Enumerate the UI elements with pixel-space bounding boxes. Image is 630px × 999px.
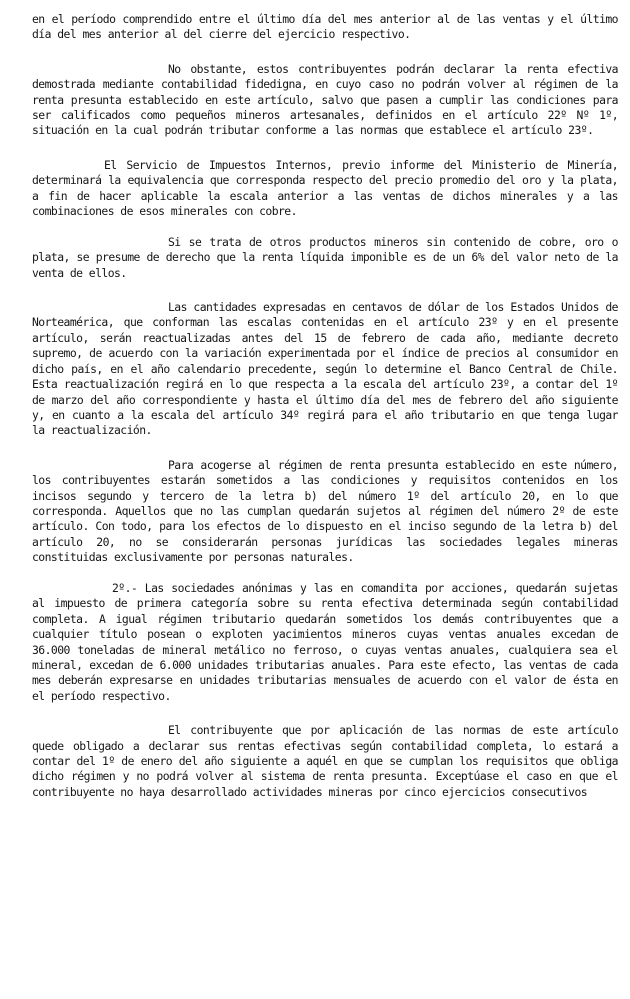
paragraph-period-continuation: en el período comprendido entre el último día del mes anterior al de las ventas y el último día del mes anterior al del cierre del ejercicio respectivo. xyxy=(32,12,618,42)
paragraph-cantidades-expresadas: Las cantidades expresadas en centavos de dólar de los Estados Unidos de Norteamérica, que conforman las escalas contenidas en el artículo 23º y en el presente artículo, serán reactualizadas antes del 15 de febrero de cada año, mediante decreto supremo, de acuerdo con la variación experimentada por el índice de precios al consumidor en dicho país, en el año calendario precedente, según lo determine el Banco Central de Chile. Esta reactualización regirá en lo que respecta a la escala del artículo 23º, a contar del 1º de marzo del año correspondiente y hasta el último día del mes de febrero del año siguiente y, en cuanto a la escala del artículo 34º regirá para el año tributario en que tenga lugar la reactualización. xyxy=(32,300,618,438)
paragraph-otros-productos: Si se trata de otros productos mineros sin contenido de cobre, oro o plata, se presume de derecho que la renta líquida imponible es de un 6% del valor neto de la venta de ellos. xyxy=(32,234,618,280)
paragraph-contribuyente-obligado: El contribuyente que por aplicación de las normas de este artículo quede obligado a declarar sus rentas efectivas según contabilidad completa, lo estará a contar del 1º de enero del año siguiente a aquél en que se cumplan los requisitos que obliga dicho régimen y no podrá volver al sistema de renta presunta. Exceptúase el caso en que el contribuyente no haya desarrollado actividades mineras por cinco ejercicios consecutivos xyxy=(32,723,618,799)
paragraph-regimen-presunta: Para acogerse al régimen de renta presunta establecido en este número, los contribuyentes estarán sometidos a las condiciones y requisitos contenidos en los incisos segundo y tercero de la letra b) del número 1º del artículo 20, en lo que corresponda. Aquellos que no las cumplan quedarán sujetos al régimen del número 2º de este artículo. Con todo, para los efectos de lo dispuesto en el inciso segundo de la letra b) del artículo 20, no se considerarán personas jurídicas las sociedades legales mineras constituidas exclusivamente por personas naturales. xyxy=(32,457,618,565)
paragraph-servicio-impuestos: El Servicio de Impuestos Internos, previo informe del Ministerio de Minería, determinará la equivalencia que corresponda respecto del precio promedio del oro y la plata, a fin de hacer aplicable la escala anterior a las ventas de dichos minerales y a las combinaciones de esos minerales con cobre. xyxy=(32,157,618,219)
paragraph-renta-efectiva: No obstante, estos contribuyentes podrán declarar la renta efectiva demostrada mediante contabilidad fidedigna, en cuyo caso no podrán volver al régimen de la renta presunta establecido en este artículo, salvo que pasen a cumplir las condiciones para ser calificados como pequeños mineros artesanales, definidos en el artículo 22º Nº 1º, situación en la cual podrán tributar conforme a las normas que establece el artículo 23º. xyxy=(32,61,618,138)
paragraph-sociedades-anonimas: 2º.- Las sociedades anónimas y las en comandita por acciones, quedarán sujetas al impuesto de primera categoría sobre su renta efectiva determinada según contabilidad completa. A igual régimen tributario quedarán sometidos los demás contribuyentes que a cualquier título posean o exploten yacimientos mineros cuyas ventas anuales excedan de 36.000 toneladas de mineral metálico no ferroso, o cuyas ventas anuales, cualquiera sea el mineral, excedan de 6.000 unidades tributarias anuales. Para este efecto, las ventas de cada mes deberán expresarse en unidades tributarias mensuales de acuerdo con el valor de ésta en el período respectivo. xyxy=(32,580,618,703)
